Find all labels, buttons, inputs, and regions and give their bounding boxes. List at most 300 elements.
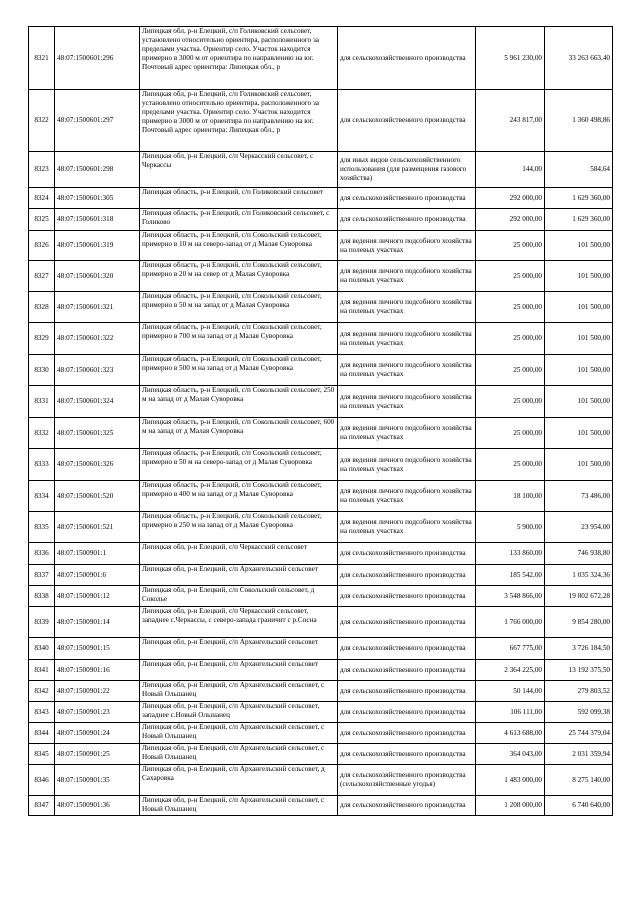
- row-number-cell-text: 8344: [34, 728, 49, 737]
- cadastral-value-cell: [545, 152, 613, 188]
- usage-cell-text: для сельскохозяйственного производства: [340, 749, 466, 758]
- cadastral-value-cell-text: 101 500,00: [577, 397, 610, 406]
- cadastral-value-cell-text: 101 500,00: [577, 271, 610, 280]
- usage-cell-text: для сельскохозяйственного производства: [340, 707, 466, 716]
- cadastral-number-cell-text: 48:07:1500601:319: [57, 241, 114, 250]
- table-row: [29, 481, 613, 512]
- table-body: [29, 27, 613, 816]
- cadastral-value-cell: [545, 586, 613, 607]
- cadastral-value-cell: [545, 386, 613, 418]
- area-cell: [476, 702, 545, 723]
- cadastral-number-cell: [55, 607, 140, 638]
- usage-cell: [338, 744, 476, 765]
- cadastral-number-cell: [55, 188, 140, 209]
- usage-cell: [338, 152, 476, 188]
- cadastral-number-cell-text: 48:07:1500901:36: [57, 801, 110, 810]
- row-number-cell-text: 8345: [34, 749, 49, 758]
- cadastral-value-cell-text: 73 486,00: [581, 491, 610, 500]
- table-row: [29, 744, 613, 765]
- area-cell: [476, 418, 545, 449]
- cadastral-value-cell: [545, 607, 613, 638]
- row-number-cell-text: 8340: [34, 644, 49, 653]
- usage-cell-text: для ведения личного подсобного хозяйства на полевых участках: [340, 518, 472, 535]
- row-number-cell: [29, 512, 55, 543]
- cadastral-number-cell-text: 48:07:1500901:23: [57, 707, 110, 716]
- address-cell-text: Липецкая обл, р-н Елецкий, с/п Архангельский сельсовет: [142, 565, 318, 573]
- table-row: [29, 188, 613, 209]
- cadastral-value-cell-text: 101 500,00: [577, 241, 610, 250]
- usage-cell: [338, 231, 476, 261]
- usage-cell: [338, 543, 476, 565]
- area-cell-text: 106 111,00: [510, 707, 542, 716]
- cadastral-number-cell: [55, 723, 140, 744]
- cadastral-number-cell-text: 48:07:1500601:320: [57, 271, 114, 280]
- row-number-cell-text: 8329: [34, 334, 49, 343]
- address-cell-text: Липецкая обл, р-н Елецкий, с/п Архангельский сельсовет: [142, 660, 318, 668]
- address-cell: [140, 702, 338, 723]
- address-cell: [140, 292, 338, 323]
- usage-cell: [338, 681, 476, 702]
- address-cell: [140, 418, 338, 449]
- cadastral-value-cell: [545, 638, 613, 660]
- area-cell: [476, 449, 545, 481]
- usage-cell: [338, 323, 476, 355]
- cadastral-number-cell: [55, 292, 140, 323]
- area-cell-text: 243 817,00: [509, 116, 542, 125]
- usage-cell-text: для ведения личного подсобного хозяйства на полевых участках: [340, 329, 472, 347]
- address-cell: [140, 681, 338, 702]
- cadastral-value-cell: [545, 681, 613, 702]
- address-cell: [140, 723, 338, 744]
- table-row: [29, 323, 613, 355]
- area-cell: [476, 27, 545, 90]
- address-cell-text: Липецкая обл, р-н Елецкий, с/п Голиковский сельсовет, установлено относительно ориентира, расположенного за пределами участка. Ориентир село. Участок находится примерно в 3000 м от ориентира по направлению на юг. Почтовый адрес ориентира: Липецкая обл., р: [142, 90, 319, 134]
- row-number-cell-text: 8332: [34, 428, 49, 437]
- cadastral-value-cell: [545, 512, 613, 543]
- cadastral-number-cell-text: 48:07:1500901:6: [57, 570, 107, 579]
- cadastral-value-cell-text: 23 954,00: [581, 522, 610, 531]
- usage-cell-text: для ведения личного подсобного хозяйства на полевых участках: [340, 267, 472, 284]
- row-number-cell-text: 8347: [34, 801, 49, 810]
- row-number-cell: [29, 543, 55, 565]
- cadastral-value-cell-text: 101 500,00: [577, 334, 610, 343]
- row-number-cell-text: 8341: [34, 665, 49, 674]
- cadastral-value-cell: [545, 723, 613, 744]
- cadastral-number-cell-text: 48:07:1500601:521: [57, 522, 114, 531]
- cadastral-value-cell-text: 6 740 640,00: [572, 801, 610, 810]
- cadastral-value-cell: [545, 449, 613, 481]
- area-cell: [476, 386, 545, 418]
- address-cell: [140, 744, 338, 765]
- cadastral-number-cell: [55, 355, 140, 386]
- usage-cell-text: для ведения личного подсобного хозяйства на полевых участках: [340, 236, 472, 254]
- row-number-cell: [29, 449, 55, 481]
- row-number-cell-text: 8339: [34, 617, 49, 626]
- address-cell-text: Липецкая обл, р-н Елецкий, с/п Сокольский сельсовет, д Сокольe: [142, 586, 315, 603]
- cadastral-value-cell-text: 9 854 280,00: [572, 617, 610, 626]
- usage-cell-text: для сельскохозяйственного производства: [340, 549, 466, 558]
- address-cell: [140, 660, 338, 681]
- cadastral-number-cell-text: 48:07:1500901:24: [57, 728, 110, 737]
- row-number-cell-text: 8330: [34, 365, 49, 374]
- cadastral-value-cell-text: 101 500,00: [577, 460, 610, 469]
- area-cell: [476, 543, 545, 565]
- usage-cell-text: для ведения личного подсобного хозяйства на полевых участках: [340, 455, 472, 473]
- area-cell: [476, 681, 545, 702]
- table-row: [29, 209, 613, 231]
- cadastral-value-cell-text: 13 192 375,50: [568, 665, 610, 674]
- row-number-cell-text: 8323: [34, 165, 49, 174]
- row-number-cell-text: 8331: [34, 397, 49, 406]
- usage-cell-text: для сельскохозяйственного производства: [340, 193, 466, 202]
- area-cell-text: 292 000,00: [509, 193, 542, 202]
- address-cell: [140, 565, 338, 586]
- cadastral-value-cell: [545, 418, 613, 449]
- cadastral-number-cell-text: 48:07:1500901:1: [57, 549, 107, 558]
- cadastral-value-cell-text: 101 500,00: [577, 365, 610, 374]
- cadastral-value-cell: [545, 231, 613, 261]
- row-number-cell: [29, 765, 55, 796]
- cadastral-value-cell: [545, 209, 613, 231]
- row-number-cell-text: 8328: [34, 302, 49, 311]
- row-number-cell: [29, 386, 55, 418]
- area-cell-text: 144,00: [522, 165, 542, 174]
- address-cell-text: Липецкая область, р-н Елецкий, с/п Сокольский сельсовет, примерно в 500 м на запад от д Малая Суворовка: [142, 355, 322, 372]
- cadastral-value-cell: [545, 261, 613, 292]
- row-number-cell: [29, 638, 55, 660]
- table-row: [29, 512, 613, 543]
- address-cell-text: Липецкая область, р-н Елецкий, с/п Сокольский сельсовет, 600 м на запад от д Малая Суворовка: [142, 418, 335, 435]
- cadastral-number-cell-text: 48:07:1500901:22: [57, 686, 110, 695]
- row-number-cell: [29, 27, 55, 90]
- area-cell-text: 25 000,00: [513, 334, 542, 343]
- usage-cell: [338, 586, 476, 607]
- cadastral-number-cell-text: 48:07:1500901:14: [57, 617, 110, 626]
- area-cell: [476, 586, 545, 607]
- row-number-cell-text: 8324: [34, 193, 49, 202]
- cadastral-value-cell-text: 1 360 498,86: [572, 116, 610, 125]
- area-cell: [476, 209, 545, 231]
- usage-cell-text: для сельскохозяйственного производства: [340, 644, 466, 653]
- address-cell-text: Липецкая обл, р-н Елецкий, с/п Архангельский сельсовет, с Новый Ольшанец: [142, 796, 325, 813]
- table-row: [29, 723, 613, 744]
- address-cell-text: Липецкая обл, р-н Елецкий, с/п Черкасский сельсовет, западнее с.Черкассы, с северо-запада граничит с р.Сосна: [142, 607, 317, 624]
- usage-cell: [338, 481, 476, 512]
- table-row: [29, 607, 613, 638]
- table-row: [29, 565, 613, 586]
- table-row: [29, 765, 613, 796]
- cadastral-number-cell: [55, 512, 140, 543]
- address-cell-text: Липецкая обл, р-н Елецкий, с/п Архангельский сельсовет, с Новый Ольшанец: [142, 681, 325, 698]
- usage-cell-text: для сельскохозяйственного производства: [340, 728, 466, 737]
- area-cell: [476, 723, 545, 744]
- usage-cell: [338, 418, 476, 449]
- cadastral-number-cell-text: 48:07:1500901:25: [57, 749, 110, 758]
- area-cell-text: 364 043,00: [509, 749, 542, 758]
- cadastral-number-cell: [55, 796, 140, 816]
- usage-cell-text: для сельскохозяйственного производства: [340, 686, 466, 695]
- address-cell-text: Липецкая область, р-н Елецкий, с/п Сокольский сельсовет, примерно в 10 м на северо-запад от д Малая Суворовка: [142, 231, 322, 248]
- cadastral-value-cell-text: 2 031 359,94: [572, 749, 610, 758]
- table-row: [29, 418, 613, 449]
- cadastral-value-cell: [545, 90, 613, 152]
- table-row: [29, 796, 613, 816]
- usage-cell: [338, 449, 476, 481]
- cadastral-number-cell: [55, 261, 140, 292]
- usage-cell: [338, 565, 476, 586]
- address-cell: [140, 90, 338, 152]
- address-cell-text: Липецкая обл, р-н Елецкий, с/п Черкасский сельсовет, с Черкассы: [142, 152, 314, 169]
- table-row: [29, 586, 613, 607]
- cadastral-number-cell: [55, 418, 140, 449]
- cadastral-value-cell-text: 279 803,52: [577, 686, 610, 695]
- address-cell: [140, 512, 338, 543]
- cadastral-number-cell-text: 48:07:1500601:318: [57, 215, 114, 224]
- area-cell: [476, 323, 545, 355]
- row-number-cell: [29, 702, 55, 723]
- address-cell-text: Липецкая область, р-н Елецкий, с/п Сокольский сельсовет, примерно в 50 м на северо-запад от д Малая Суворовка: [142, 449, 322, 466]
- address-cell-text: Липецкая область, р-н Елецкий, с/п Сокольский сельсовет, примерно в 50 м на запад от д Малая Суворовка: [142, 292, 322, 309]
- usage-cell-text: для сельскохозяйственного производства: [340, 570, 466, 579]
- area-cell-text: 4 613 688,00: [504, 728, 542, 737]
- address-cell: [140, 386, 338, 418]
- cadastral-number-cell: [55, 543, 140, 565]
- row-number-cell: [29, 660, 55, 681]
- cadastral-number-cell: [55, 765, 140, 796]
- row-number-cell-text: 8327: [34, 271, 49, 280]
- cadastral-value-cell-text: 19 802 672,28: [568, 591, 610, 600]
- usage-cell: [338, 90, 476, 152]
- address-cell: [140, 355, 338, 386]
- area-cell-text: 667 775,00: [509, 644, 542, 653]
- table-row: [29, 638, 613, 660]
- cadastral-value-cell: [545, 27, 613, 90]
- area-cell: [476, 188, 545, 209]
- table-row: [29, 292, 613, 323]
- address-cell: [140, 209, 338, 231]
- cadastral-value-cell-text: 592 099,38: [577, 707, 610, 716]
- cadastral-value-cell: [545, 765, 613, 796]
- area-cell-text: 5 961 230,00: [504, 53, 542, 62]
- usage-cell-text: для ведения личного подсобного хозяйства на полевых участках: [340, 298, 472, 315]
- cadastral-number-cell-text: 48:07:1500601:323: [57, 365, 114, 374]
- cadastral-number-cell: [55, 209, 140, 231]
- usage-cell-text: для ведения личного подсобного хозяйства на полевых участках: [340, 392, 472, 410]
- table-row: [29, 90, 613, 152]
- usage-cell: [338, 386, 476, 418]
- row-number-cell-text: 8321: [34, 53, 49, 62]
- cadastral-number-cell-text: 48:07:1500601:325: [57, 428, 114, 437]
- address-cell-text: Липецкая область, р-н Елецкий, с/п Сокольский сельсовет, примерно в 700 м на запад от д Малая Суворовка: [142, 323, 322, 340]
- address-cell: [140, 188, 338, 209]
- area-cell: [476, 512, 545, 543]
- usage-cell: [338, 607, 476, 638]
- address-cell: [140, 638, 338, 660]
- cadastral-number-cell: [55, 231, 140, 261]
- cadastral-number-cell: [55, 386, 140, 418]
- cadastral-number-cell-text: 48:07:1500601:324: [57, 397, 114, 406]
- area-cell-text: 3 548 866,00: [504, 591, 542, 600]
- area-cell-text: 25 000,00: [513, 241, 542, 250]
- cadastral-value-cell-text: 33 263 663,40: [568, 53, 610, 62]
- row-number-cell-text: 8325: [34, 215, 49, 224]
- area-cell-text: 50 144,00: [513, 686, 542, 695]
- cadastral-number-cell: [55, 586, 140, 607]
- usage-cell-text: для сельскохозяйственного производства: [340, 665, 466, 674]
- area-cell-text: 18 100,00: [513, 491, 542, 500]
- address-cell-text: Липецкая обл, р-н Елецкий, с/п Архангельский сельсовет: [142, 638, 318, 646]
- row-number-cell: [29, 231, 55, 261]
- table-row: [29, 702, 613, 723]
- row-number-cell: [29, 744, 55, 765]
- area-cell: [476, 152, 545, 188]
- cadastral-value-cell-text: 8 275 140,00: [572, 775, 610, 784]
- usage-cell-text: для сельскохозяйственного производства: [340, 215, 466, 224]
- row-number-cell: [29, 723, 55, 744]
- row-number-cell-text: 8346: [34, 775, 49, 784]
- address-cell-text: Липецкая область, р-н Елецкий, с/п Сокольский сельсовет, примерно в 20 м на север от д Малая Суворовка: [142, 261, 322, 278]
- area-cell-text: 133 860,00: [509, 549, 542, 558]
- address-cell: [140, 481, 338, 512]
- cadastral-value-cell: [545, 702, 613, 723]
- cadastral-value-cell-text: 3 726 184,50: [572, 644, 610, 653]
- cadastral-number-cell-text: 48:07:1500601:322: [57, 334, 114, 343]
- area-cell-text: 25 000,00: [513, 460, 542, 469]
- address-cell: [140, 323, 338, 355]
- cadastral-number-cell: [55, 638, 140, 660]
- cadastral-value-cell: [545, 292, 613, 323]
- area-cell: [476, 765, 545, 796]
- area-cell-text: 185 542,00: [509, 570, 542, 579]
- area-cell-text: 5 900,00: [516, 522, 542, 531]
- row-number-cell-text: 8335: [34, 522, 49, 531]
- table-row: [29, 660, 613, 681]
- cadastral-number-cell: [55, 744, 140, 765]
- cadastral-number-cell-text: 48:07:1500601:297: [57, 116, 114, 125]
- cadastral-value-cell-text: 584,64: [590, 165, 610, 174]
- cadastral-number-cell: [55, 27, 140, 90]
- area-cell: [476, 607, 545, 638]
- cadastral-number-cell: [55, 565, 140, 586]
- usage-cell: [338, 261, 476, 292]
- usage-cell: [338, 702, 476, 723]
- cadastral-number-cell-text: 48:07:1500601:296: [57, 53, 114, 62]
- area-cell-text: 25 000,00: [513, 428, 542, 437]
- cadastral-number-cell-text: 48:07:1500601:326: [57, 460, 114, 469]
- cadastral-number-cell-text: 48:07:1500601:298: [57, 165, 114, 174]
- row-number-cell: [29, 188, 55, 209]
- cadastral-value-cell: [545, 744, 613, 765]
- table-row: [29, 543, 613, 565]
- address-cell-text: Липецкая обл, р-н Елецкий, с/п Архангельский сельсовет, с Новый Ольшанец: [142, 723, 325, 740]
- cadastral-value-cell-text: 101 500,00: [577, 428, 610, 437]
- cadastral-number-cell: [55, 660, 140, 681]
- row-number-cell: [29, 586, 55, 607]
- usage-cell: [338, 188, 476, 209]
- area-cell: [476, 796, 545, 816]
- row-number-cell: [29, 607, 55, 638]
- address-cell-text: Липецкая область, р-н Елецкий, с/п Голиковский сельсовет: [142, 188, 324, 196]
- row-number-cell: [29, 681, 55, 702]
- address-cell-text: Липецкая обл, р-н Елецкий, с/п Архангельский сельсовет, с Новый Ольшанец: [142, 744, 325, 761]
- usage-cell: [338, 660, 476, 681]
- usage-cell-text: для иных видов сельскохозяйственного использования (для размещения газового хозяйства): [340, 156, 467, 182]
- row-number-cell-text: 8337: [34, 570, 49, 579]
- cadastral-value-cell-text: 746 938,80: [577, 549, 610, 558]
- row-number-cell: [29, 355, 55, 386]
- area-cell-text: 25 000,00: [513, 302, 542, 311]
- cadastral-value-cell: [545, 543, 613, 565]
- address-cell: [140, 796, 338, 816]
- address-cell: [140, 586, 338, 607]
- row-number-cell: [29, 796, 55, 816]
- address-cell-text: Липецкая область, р-н Елецкий, с/п Сокольский сельсовет, 250 м на запад от д Малая Суворовка: [142, 386, 335, 403]
- area-cell: [476, 481, 545, 512]
- cadastral-value-cell: [545, 188, 613, 209]
- usage-cell-text: для ведения личного подсобного хозяйства на полевых участках: [340, 361, 472, 378]
- address-cell: [140, 231, 338, 261]
- cadastral-number-cell-text: 48:07:1500601:305: [57, 193, 114, 202]
- area-cell-text: 25 000,00: [513, 397, 542, 406]
- row-number-cell-text: 8322: [34, 116, 49, 125]
- cadastral-number-cell: [55, 152, 140, 188]
- usage-cell: [338, 27, 476, 90]
- cadastral-number-cell: [55, 702, 140, 723]
- row-number-cell: [29, 323, 55, 355]
- usage-cell: [338, 638, 476, 660]
- row-number-cell: [29, 565, 55, 586]
- area-cell-text: 25 000,00: [513, 365, 542, 374]
- table-row: [29, 27, 613, 90]
- cadastral-number-cell: [55, 323, 140, 355]
- cadastral-value-cell-text: 1 629 360,00: [572, 215, 610, 224]
- cadastral-value-cell: [545, 481, 613, 512]
- cadastral-value-cell: [545, 660, 613, 681]
- row-number-cell-text: 8342: [34, 686, 49, 695]
- usage-cell-text: для сельскохозяйственного производства: [340, 116, 466, 125]
- usage-cell-text: для ведения личного подсобного хозяйства на полевых участках: [340, 487, 472, 504]
- address-cell: [140, 543, 338, 565]
- usage-cell-text: для сельскохозяйственного производства (сельскохозяйственные угодья): [340, 771, 466, 788]
- address-cell: [140, 27, 338, 90]
- cadastral-number-cell-text: 48:07:1500901:12: [57, 591, 110, 600]
- cadastral-number-cell-text: 48:07:1500601:520: [57, 491, 114, 500]
- address-cell-text: Липецкая обл, р-н Елецкий, с/п Архангельский сельсовет, западнее с.Новый Ольшанец: [142, 702, 320, 719]
- usage-cell: [338, 292, 476, 323]
- address-cell: [140, 152, 338, 188]
- area-cell: [476, 90, 545, 152]
- address-cell: [140, 261, 338, 292]
- row-number-cell: [29, 90, 55, 152]
- row-number-cell: [29, 261, 55, 292]
- usage-cell-text: для сельскохозяйственного производства: [340, 53, 466, 62]
- area-cell: [476, 355, 545, 386]
- area-cell: [476, 638, 545, 660]
- usage-cell: [338, 209, 476, 231]
- table-row: [29, 231, 613, 261]
- cadastral-number-cell-text: 48:07:1500601:321: [57, 302, 114, 311]
- cadastral-value-cell-text: 25 744 379,04: [568, 728, 610, 737]
- cadastral-value-cell: [545, 796, 613, 816]
- cadastral-number-cell: [55, 681, 140, 702]
- row-number-cell: [29, 209, 55, 231]
- row-number-cell-text: 8326: [34, 241, 49, 250]
- cadastral-value-cell-text: 101 500,00: [577, 302, 610, 311]
- cadastral-number-cell-text: 48:07:1500901:35: [57, 775, 110, 784]
- usage-cell-text: для сельскохозяйственного производства: [340, 801, 466, 810]
- address-cell-text: Липецкая область, р-н Елецкий, с/п Сокольский сельсовет, примерно в 400 м на запад от д Малая Суворовка: [142, 481, 322, 498]
- cadastral-value-cell-text: 1 629 360,00: [572, 193, 610, 202]
